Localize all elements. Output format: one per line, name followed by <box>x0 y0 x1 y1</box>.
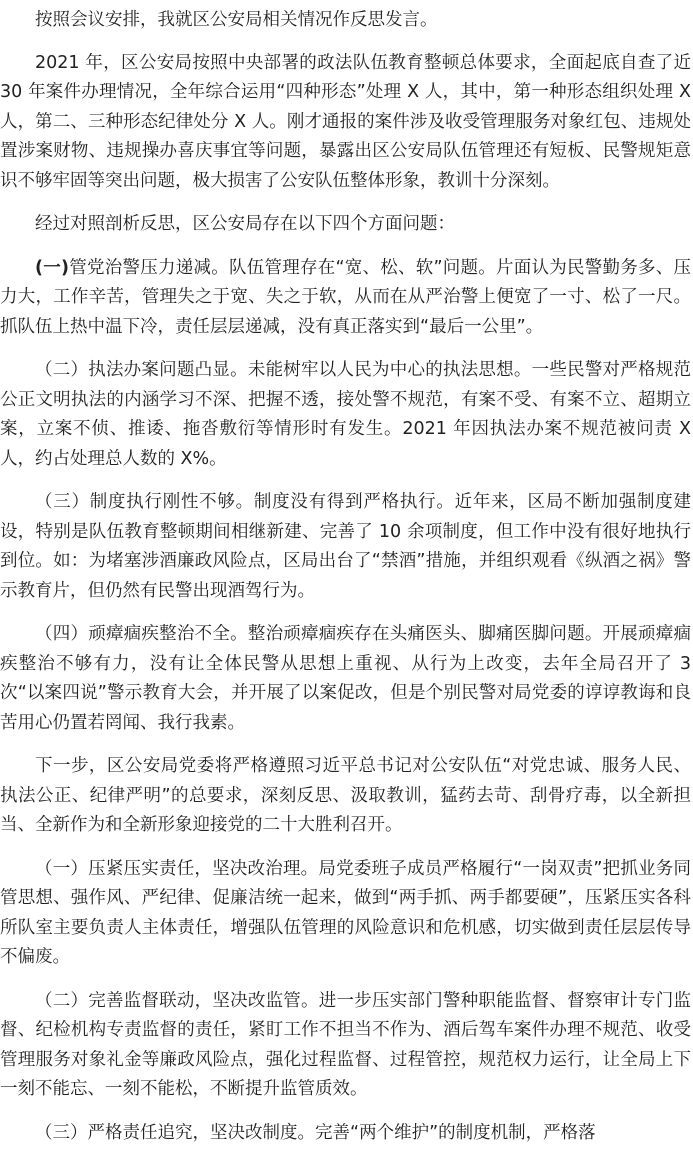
paragraph-measure-1: （一）压紧压实责任，坚决改治理。局党委班子成员严格履行“一岗双责”把抓业务同管思想、强作风、严纪律、促廉洁统一起来，做到“两手抓、两手都要硬”，压紧压实各科所队室主要负责人主体责任，增强队伍管理的风险意识和危机感，切实做到责任层层传导不偏废。 <box>0 858 691 967</box>
paragraph-problem-4: （四）顽瘴痼疾整治不全。整治顽瘴痼疾存在头痛医头、脚痛医脚问题。开展顽瘴痼疾整治不够有力，没有让全体民警从思想上重视、从行为上改变，去年全局召开了 3 次“以案四说”警示教育大会，并开展了以案促改，但是个别民警对局党委的谆谆教诲和良苦用心仍置若罔闻、我行我素。 <box>0 624 691 733</box>
paragraph-measure-3: （三）严格责任追究，坚决改制度。完善“两个维护”的制度机制，严格落 <box>35 1122 596 1143</box>
problem-1-marker: (一) <box>35 257 69 278</box>
paragraph-problem-1 <box>0 254 691 343</box>
paragraph-opening: 按照会议安排，我就区公安局相关情况作反思发言。 <box>35 10 438 30</box>
paragraph-problem-2: （二）执法办案问题凸显。未能树牢以人民为中心的执法思想。一些民警对严格规范公正文明执法的内涵学习不深、把握不透，接处警不规范，有案不受、有案不立、超期立案，立案不侦、推诿、拖沓敷衍等情形时有发生。2021 年因执法办案不规范被问责 X 人，约占处理总人数的 X%。 <box>0 360 691 469</box>
paragraph-measure-2: （二）完善监督联动，坚决改监管。进一步压实部门警种职能监督、督察审计专门监督、纪检机构专责监督的责任，紧盯工作不担当不作为、酒后驾车案件办理不规范、收受管理服务对象礼金等廉政风险点，强化过程监督、过程管控，规范权力运行，让全局上下一刻不能忘、一刻不能松，不断提升监管质效。 <box>0 990 691 1099</box>
problem-1-text: 管党治警压力递减。队伍管理存在“宽、松、软”问题。片面认为民警勤务多、压力大，工作辛苦，管理失之于宽、失之于软，从而在从严治警上便宽了一寸、松了一尺。抓队伍上热中温下冷，责任层层递减，没有真正落实到“最后一公里”。 <box>0 257 691 337</box>
paragraph-problems-intro: 经过对照剖析反思，区公安局存在以下四个方面问题： <box>35 214 455 234</box>
paragraph-problem-3: （三）制度执行刚性不够。制度没有得到严格执行。近年来，区局不断加强制度建设，特别是队伍教育整顿期间相继新建、完善了 10 余项制度，但工作中没有很好地执行到位。如：为堵塞涉酒廉政风险点，区局出台了“禁酒”措施，并组织观看《纵酒之祸》警示教育片，但仍然有民警出现酒驾行为。 <box>0 492 691 601</box>
paragraph-summary: 2021 年，区公安局按照中央部署的政法队伍教育整顿总体要求，全面起底自查了近 30 年案件办理情况，全年综合运用“四种形态”处理 X 人，其中，第一种形态组织处理 X 人，第二、三种形态纪律处分 X 人。刚才通报的案件涉及收受管理服务对象红包、违规处置涉案财物、违规操办喜庆事宜等问题，暴露出区公安局队伍管理还有短板、民警规矩意识不够牢固等突出问题，极大损害了公安队伍整体形象，教训十分深刻。 <box>0 52 691 191</box>
paragraph-next-steps: 下一步，区公安局党委将严格遵照习近平总书记对公安队伍“对党忠诚、服务人民、执法公正、纪律严明”的总要求，深刻反思、汲取教训，猛药去苛、刮骨疗毒，以全新担当、全新作为和全新形象迎接党的二十大胜利召开。 <box>0 756 691 835</box>
